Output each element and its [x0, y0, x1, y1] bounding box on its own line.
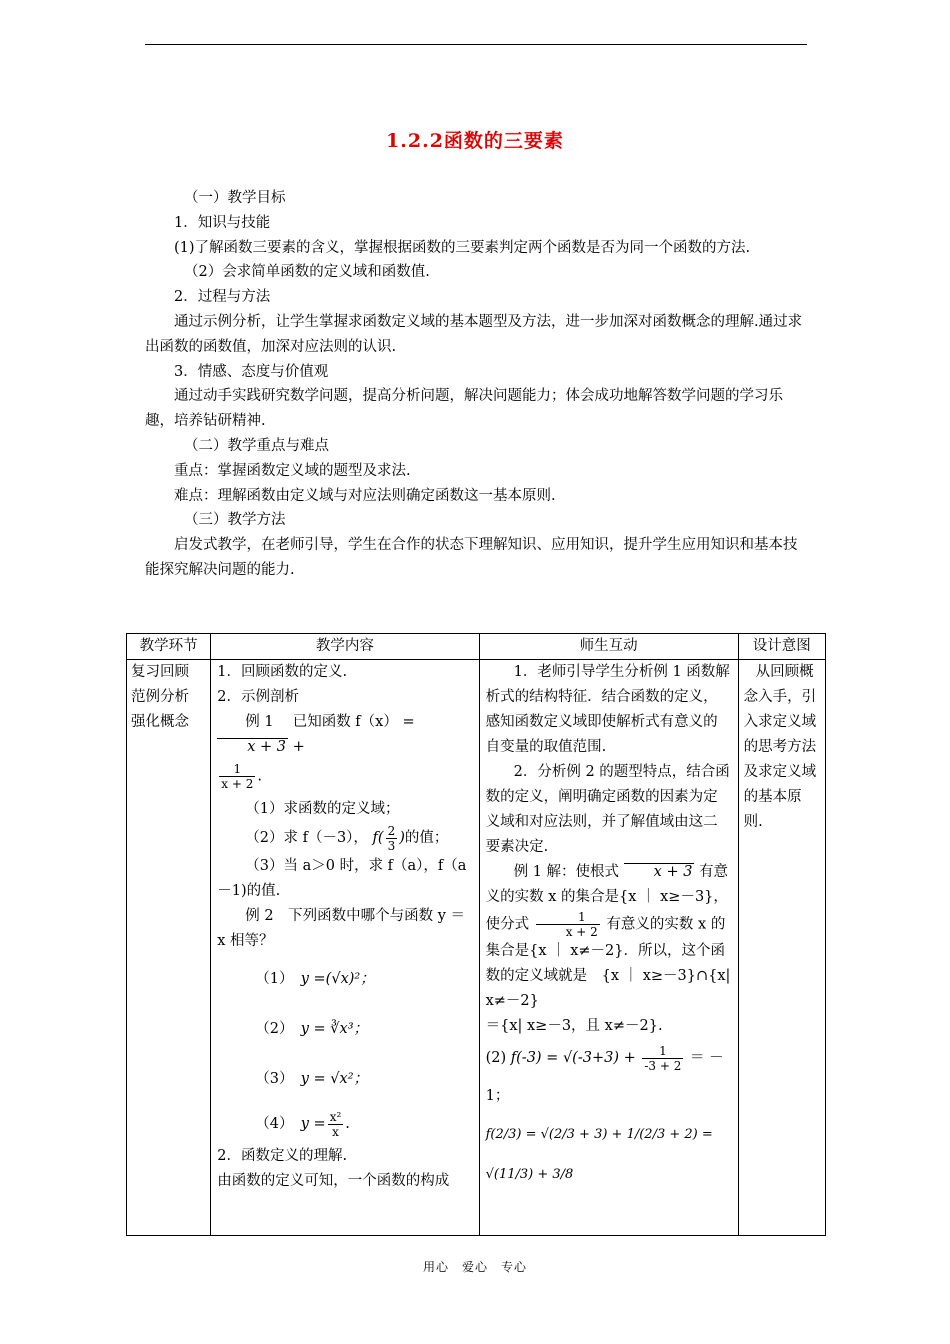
- paragraph: 通过示例分析，让学生掌握求函数定义域的基本题型及方法，进一步加深对函数概念的理解.通过求出函数的函数值，加深对应法则的认识.: [145, 313, 803, 355]
- page-footer: 用心 爱心 专心: [422, 1260, 527, 1274]
- content-line: 2．示例剖析: [217, 689, 299, 705]
- table-row: [127, 660, 826, 1236]
- paragraph: 重点：掌握函数定义域的题型及求法.: [174, 462, 411, 479]
- header-intent: 设计意图: [738, 634, 825, 660]
- content-line: 1．回顾函数的定义.: [217, 664, 348, 680]
- interaction-calc-2: f(2/3) = √(2/3 + 3) + 1/(2/3 + 2) = √(11/3) + 3/8: [485, 1127, 713, 1182]
- sqrt-expression: x + 3: [217, 738, 288, 755]
- intent-cell: [738, 660, 825, 1236]
- content-cell: 1．回顾函数的定义. 2．示例剖析 例 1 已知函数 f（x） = x + 3 + $\frac{1}{x + 2}$ . （1）求函数的定义域； （2）求 f（－3）， f( $\frac{2}{3}$ )的值； （3）当 a＞0 时，求 f（a），f（a －1)的值. 例 2 下列函数中哪个与函数 y ＝ x 相等？ （1） y =(√x)²； （2） y = ∛x³； （3） y = √x²； （4） y = $\frac{\text{x²}}{x}$ . 2．函数定义的理解. 由函数的定义可知，一个函数的构成: [211, 660, 479, 1236]
- paragraph: 通过动手实践研究数学问题，提高分析问题，解决问题能力；体会成功地解答数学问题的学习乐趣，培养钻研精神.: [145, 388, 783, 430]
- interaction-para-3: 例 1 解：使根式 x + 3 有意义的实数 x 的集合是{x ｜ x≥－3}，使分式 $\frac{1}{x + 2}$ 有意义的实数 x 的集合是{x ｜ x≠－2}．所以，这个函数的定义域就是 {x ｜ x≥－3}∩{x| x≠－2}: [485, 864, 731, 1009]
- example-1: 例 1 已知函数 f（x） = x + 3 +: [217, 710, 472, 760]
- page-title: 1.2.2函数的三要素: [386, 130, 564, 152]
- header-stage: 教学环节: [127, 634, 211, 660]
- table-header-row: [127, 634, 826, 660]
- interaction-para-2: 2．分析例 2 的题型特点，结合函数的定义，阐明确定函数的因素为定义域和对应法则，并了解值域由这二要素决定.: [485, 764, 730, 855]
- interaction-cell: [479, 660, 738, 1236]
- objectives-body: [145, 186, 807, 583]
- option-4: （4） y = $\frac{\text{x²}}{x}$ .: [255, 1109, 350, 1139]
- stage-line: 复习回顾: [131, 664, 189, 680]
- header-interaction: 师生互动: [479, 634, 738, 660]
- interaction-calc-1: (2) f(-3) = √(-3+3) + $\frac{1}{-3 + 2}$ ＝ －1；: [485, 1043, 724, 1104]
- paragraph: 3．情感、态度与价值观: [174, 363, 329, 380]
- option-2: （2） y = ∛x³；: [255, 1021, 369, 1037]
- paragraph: （2）会求简单函数的定义域和函数值.: [184, 264, 430, 281]
- stage-line: 强化概念: [131, 714, 189, 730]
- interaction-para-1: 1．老师引导学生分析例 1 函数解析式的结构特征．结合函数的定义，感知函数定义域即使解析式有意义的自变量的取值范围.: [485, 664, 730, 755]
- option-1: （1） y =(√x)²；: [255, 971, 375, 987]
- option-3: （3） y = √x²；: [255, 1071, 369, 1087]
- question-1: （1）求函数的定义域；: [245, 801, 400, 817]
- stage-line: 范例分析: [131, 689, 189, 705]
- intent-text: 从回顾概念入手，引入求定义域的思考方法及求定义域的基本原则.: [743, 664, 817, 830]
- paragraph: 难点：理解函数由定义域与对应法则确定函数这一基本原则.: [174, 487, 556, 504]
- content-line: 2．函数定义的理解.: [217, 1148, 348, 1164]
- paragraph: （三）教学方法: [184, 512, 286, 529]
- example-2: 例 2 下列函数中哪个与函数 y ＝ x 相等？: [217, 908, 465, 949]
- fraction: $\frac{1}{x + 2}$: [221, 762, 254, 791]
- question-3: （3）当 a＞0 时，求 f（a），f（a －1)的值.: [217, 858, 467, 899]
- paragraph: 启发式教学，在老师引导，学生在合作的状态下理解知识、应用知识，提升学生应用知识和基本技能探究解决问题的能力.: [145, 537, 798, 578]
- header-content: 教学内容: [211, 634, 479, 660]
- paragraph: （二）教学重点与难点: [184, 437, 329, 454]
- lesson-table: [126, 633, 826, 1236]
- paragraph: （一）教学目标: [184, 190, 286, 206]
- stage-cell: [127, 660, 211, 1236]
- paragraph: 2．过程与方法: [174, 289, 271, 306]
- question-2: （2）求 f（－3）， f( $\frac{2}{3}$ )的值；: [245, 823, 449, 853]
- header-rule: [145, 44, 807, 45]
- paragraph: 1．知识与技能: [174, 214, 271, 231]
- content-line: 由函数的定义可知，一个函数的构成: [217, 1173, 450, 1189]
- paragraph: (1)了解函数三要素的含义，掌握根据函数的三要素判定两个函数是否为同一个函数的方法.: [174, 239, 751, 256]
- interaction-result: ＝{x| x≥－3，且 x≠－2}.: [485, 1018, 663, 1034]
